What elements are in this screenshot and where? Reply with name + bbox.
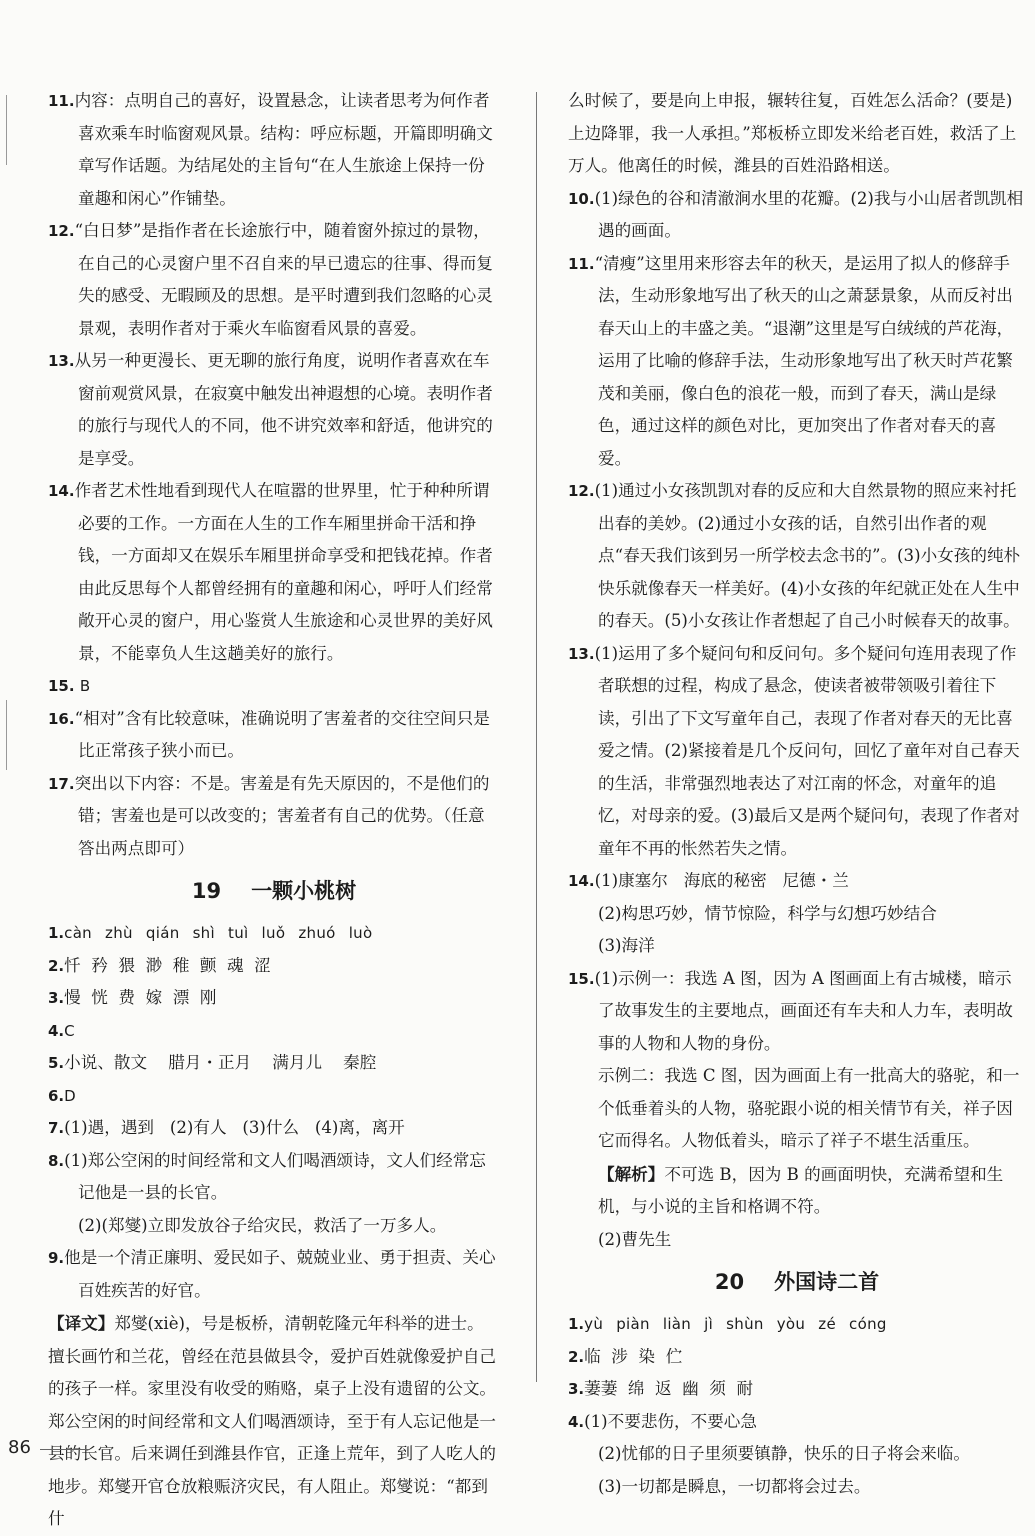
l19-answer-1: 1.càn zhù qián shì tuì luǒ zhuó luò <box>48 924 373 942</box>
left-column <box>48 85 500 1536</box>
translation-continued: 么时候了，要是向上申报，辗转往复，百姓怎么活命？(要是)上边降罪，我一人承担。”郑板桥立即发米给老百姓，救活了上万人。他离任的时候，潍县的百姓沿路相送。 <box>568 91 1017 175</box>
l19-answer-6: 6.D <box>48 1086 76 1105</box>
l20-answer-3: 3.萋萋 绵 返 幽 须 耐 <box>568 1379 754 1398</box>
answer-11-right: 11.“清瘦”这里用来形容去年的秋天，是运用了拟人的修辞手法，生动形象地写出了秋天的山之萧瑟景象，从而反衬出春天山上的丰盛之美。“退潮”这里是写白绒绒的芦花海，运用了比喻的修辞手法，生动形象地写出了秋天时芦花繁茂和美丽，像白色的浪花一般，而到了春天，满山是绿色，通过这样的颜色对比，更加突出了作者对春天的喜爱。 <box>568 253 1014 468</box>
l19-answer-2: 2.忏 矜 猥 渺 稚 颤 魂 涩 <box>48 955 271 975</box>
column-divider <box>536 92 537 1382</box>
l19-answer-8-part2: (2)(郑燮)立即发放谷子给灾民，救活了一万多人。 <box>78 1215 447 1235</box>
answer-16: 16.“相对”含有比较意味，准确说明了害羞者的交往空间只是比正常孩子狭小而已。 <box>48 708 490 760</box>
translation-paragraph: 【译文】郑燮(xiè)，号是板桥，清朝乾隆元年科举的进士。擅长画竹和兰花，曾经在范县做县令，爱护百姓就像爱护自己的孩子一样。家里没有收受的贿赂，桌子上没有遗留的公文。郑公空闲的时间经常和文人们喝酒颂诗，至于有人忘记他是一县的长官。后来调任到潍县作官，正逢上荒年，到了人吃人的地步。郑燮开官仓放粮赈济灾民，有人阻止。郑燮说：“都到什 <box>48 1313 497 1528</box>
margin-mark <box>6 95 7 165</box>
answer-14: 14.作者艺术性地看到现代人在喧嚣的世界里，忙于种种所谓必要的工作。一方面在人生的工作车厢里拼命干活和挣钱，一方面却又在娱乐车厢里拼命享受和把钱花掉。作者由此反思每个人都曾经拥有的童趣和闲心，呼吁人们经常敞开心灵的窗户，用心鉴赏人生旅途和心灵世界的美好风景，不能辜负人生这趟美好的旅行。 <box>48 481 493 663</box>
answer-15-right: 15.(1)示例一：我选 A 图，因为 A 图画面上有古城楼，暗示了故事发生的主要地点，画面还有车夫和人力车，表明故事的人物和人物的身份。 <box>568 968 1013 1053</box>
right-column <box>568 85 1026 1503</box>
answer-15-part2: (2)曹先生 <box>598 1229 672 1249</box>
answer-15-analysis: 【解析】不可选 B，因为 B 的画面明快，充满希望和生机，与小说的主旨和格调不符。 <box>598 1163 1004 1216</box>
answer-13: 13.从另一种更漫长、更无聊的旅行角度，说明作者喜欢在车窗前观赏风景，在寂寞中触发出神遐想的心境。表明作者的旅行与现代人的不同，他不讲究效率和舒适，他讲究的是享受。 <box>48 351 493 468</box>
l19-answer-5: 5.小说、散文 腊月・正月 满月儿 秦腔 <box>48 1053 377 1072</box>
answer-11: 11.内容：点明自己的喜好，设置悬念，让读者思考为何作者喜欢乘车时临窗观风景。结构：呼应标题，开篇即明确文章写作话题。为结尾处的主旨句“在人生旅途上保持一份童趣和闲心”作铺垫。 <box>48 91 493 208</box>
answer-15-example2: 示例二：我选 C 图，因为画面上有一批高大的骆驼，和一个低垂着头的人物，骆驼跟小说的相关情节有关，祥子因它而得名。人物低着头，暗示了祥子不堪生活重压。 <box>598 1066 1020 1150</box>
l19-answer-8: 8.(1)郑公空闲的时间经常和文人们喝酒颂诗，文人们经常忘记他是一县的长官。 <box>48 1150 486 1202</box>
answer-14-part2: (2)构思巧妙，情节惊险，科学与幻想巧妙结合 <box>598 903 937 923</box>
answer-13-right: 13.(1)运用了多个疑问句和反问句。多个疑问句连用表现了作者联想的过程，构成了悬念，使读者被带领吸引着往下读，引出了下文写童年自己，表现了作者对春天的无比喜爱之情。(2)紧接着是几个反问句，回忆了童年对自己春天的生活，非常强烈地表达了对江南的怀念，对童年的追忆，对母亲的爱。(3)最后又是两个疑问句，表现了作者对童年不再的怅然若失之情。 <box>568 643 1020 858</box>
lesson-20-heading: 20 外国诗二首 <box>714 1270 880 1294</box>
l19-answer-7: 7.(1)遇，遇到 (2)有人 (3)什么 (4)离，离开 <box>48 1118 405 1137</box>
answer-14-right: 14.(1)康塞尔 海底的秘密 尼德・兰 <box>568 871 849 890</box>
margin-mark <box>6 700 7 770</box>
l20-answer-4-part3: (3)一切都是瞬息，一切都将会过去。 <box>598 1476 871 1496</box>
l20-answer-2: 2.临 涉 染 伫 <box>568 1346 683 1366</box>
translation-tag: 【译文】 <box>48 1313 115 1333</box>
answer-15: 15. B <box>48 677 91 695</box>
l20-answer-4-part2: (2)忧郁的日子里须要镇静，快乐的日子将会来临。 <box>598 1444 970 1463</box>
lesson-19-heading: 19 一颗小桃树 <box>191 879 357 903</box>
answer-17: 17.突出以下内容：不是。害羞是有先天原因的，不是他们的错；害羞也是可以改变的；害羞者有自己的优势。（任意答出两点即可） <box>48 773 490 858</box>
l20-answer-1: 1.yù piàn liàn jì shùn yòu zé cóng <box>568 1315 887 1333</box>
analysis-tag: 【解析】 <box>598 1163 665 1184</box>
l20-answer-4: 4.(1)不要悲伤，不要心急 <box>568 1411 757 1431</box>
answer-14-part3: (3)海洋 <box>598 936 655 955</box>
page-number: 86 <box>8 1437 31 1458</box>
l19-answer-4: 4.C <box>48 1021 75 1040</box>
l19-answer-9: 9.他是一个清正廉明、爱民如子、兢兢业业、勇于担责、关心百姓疾苦的好官。 <box>48 1248 496 1300</box>
l19-answer-3: 3.慢 恍 费 嫁 漂 刚 <box>48 988 217 1007</box>
answer-12-right: 12.(1)通过小女孩凯凯对春的反应和大自然景物的照应来衬托出春的美妙。(2)通过小女孩的话，自然引出作者的观点“春天我们该到另一所学校去念书的”。(3)小女孩的纯朴快乐就像春天一样美好。(4)小女孩的年纪就正处在人生中的春天。(5)小女孩让作者想起了自己小时候春天的故事。 <box>568 481 1021 630</box>
answer-12: 12.“白日梦”是指作者在长途旅行中，随着窗外掠过的景物，在自己的心灵窗户里不召自来的早已遗忘的往事、得而复失的感受、无暇顾及的思想。是平时遭到我们忽略的心灵景观，表明作者对于乘火车临窗看风景的喜爱。 <box>48 221 493 338</box>
page-number-rule <box>40 1449 90 1450</box>
answer-10: 10.(1)绿色的谷和清澈涧水里的花瓣。(2)我与小山居者凯凯相遇的画面。 <box>568 188 1024 240</box>
